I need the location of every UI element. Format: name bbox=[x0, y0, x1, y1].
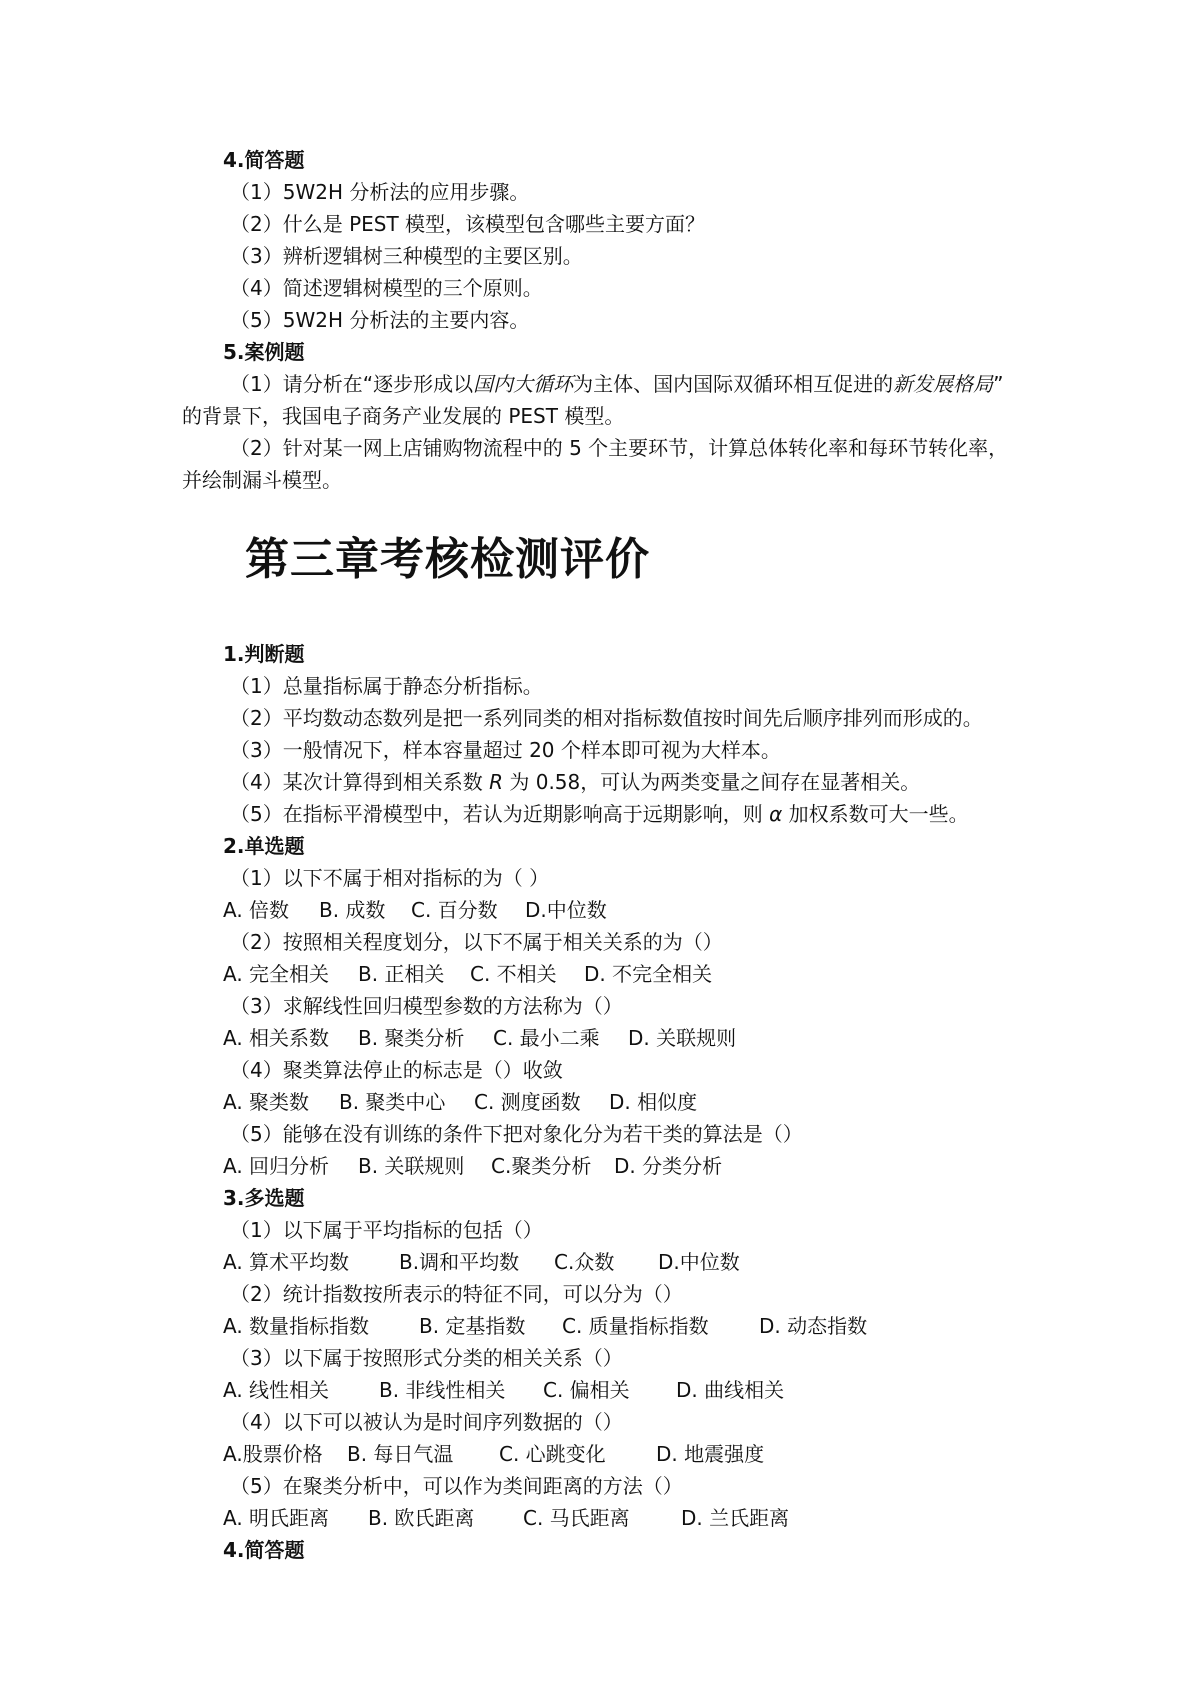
option: A. 线性相关 bbox=[223, 1378, 330, 1402]
option: A. 聚类数 bbox=[223, 1090, 310, 1114]
case-q1-pre: （1）请分析在“逐步形成以 bbox=[230, 372, 474, 396]
case-q1-line2: 的背景下，我国电子商务产业发展的 PEST 模型。 bbox=[182, 404, 625, 428]
option: C. 测度函数 bbox=[474, 1090, 581, 1114]
judge-item-3: （3）一般情况下，样本容量超过 20 个样本即可视为大样本。 bbox=[230, 738, 781, 762]
multi-q5: （5）在聚类分析中，可以作为类间距离的方法（） bbox=[230, 1474, 683, 1498]
option: C. 偏相关 bbox=[543, 1378, 630, 1402]
judge-heading: 1.判断题 bbox=[223, 642, 305, 666]
option: A. 相关系数 bbox=[223, 1026, 330, 1050]
case-q2-line2: 并绘制漏斗模型。 bbox=[182, 468, 342, 492]
option: B. 正相关 bbox=[358, 962, 445, 986]
option: D. 关联规则 bbox=[628, 1026, 737, 1050]
multi-q3-options bbox=[223, 1376, 784, 1404]
option: B.调和平均数 bbox=[399, 1250, 520, 1274]
case-q1-post: ” bbox=[993, 372, 1004, 396]
option: A. 数量指标指数 bbox=[223, 1314, 370, 1338]
option: B. 聚类分析 bbox=[358, 1026, 465, 1050]
multi-q4-options bbox=[223, 1440, 764, 1468]
short-answer-heading: 4.简答题 bbox=[223, 148, 305, 172]
single-q2-options bbox=[223, 960, 712, 988]
option: D. 相似度 bbox=[609, 1090, 698, 1114]
multi-q5-options bbox=[223, 1504, 789, 1532]
case-q1-line1 bbox=[230, 370, 1003, 398]
short-answer-item-5: （5）5W2H 分析法的主要内容。 bbox=[230, 308, 530, 332]
short-answer-item-1: （1）5W2H 分析法的应用步骤。 bbox=[230, 180, 530, 204]
single-q4-options bbox=[223, 1088, 697, 1116]
option: B. 定基指数 bbox=[419, 1314, 526, 1338]
single-q4: （4）聚类算法停止的标志是（）收敛 bbox=[230, 1058, 563, 1082]
case-q1-em2: 新发展格局 bbox=[893, 372, 994, 396]
judge-q4-post: 为 0.58，可认为两类变量之间存在显著相关。 bbox=[503, 770, 921, 794]
multi-q1: （1）以下属于平均指标的包括（） bbox=[230, 1218, 543, 1242]
case-q1-mid: 为主体、国内国际双循环相互促进的 bbox=[573, 372, 894, 396]
judge-item-2: （2）平均数动态数列是把一系列同类的相对指标数值按时间先后顺序排列而形成的。 bbox=[230, 706, 983, 730]
option: D. 分类分析 bbox=[614, 1154, 723, 1178]
option: C. 心跳变化 bbox=[499, 1442, 606, 1466]
single-q1: （1）以下不属于相对指标的为（ ） bbox=[230, 866, 550, 890]
multi-q3: （3）以下属于按照形式分类的相关关系（） bbox=[230, 1346, 623, 1370]
chapter-title: 第三章考核检测评价 bbox=[245, 534, 650, 585]
option: A. 明氏距离 bbox=[223, 1506, 330, 1530]
option: C.聚类分析 bbox=[491, 1154, 592, 1178]
option: B. 欧氏距离 bbox=[368, 1506, 475, 1530]
option: A.股票价格 bbox=[223, 1442, 323, 1466]
judge-item-5 bbox=[230, 800, 969, 828]
option: A. 算术平均数 bbox=[223, 1250, 350, 1274]
option: D. 不完全相关 bbox=[584, 962, 713, 986]
option: C. 质量指标指数 bbox=[562, 1314, 709, 1338]
multi-q2: （2）统计指数按所表示的特征不同，可以分为（） bbox=[230, 1282, 683, 1306]
short-answer-2-heading: 4.简答题 bbox=[223, 1538, 305, 1562]
option: A. 回归分析 bbox=[223, 1154, 330, 1178]
single-q1-options bbox=[223, 896, 607, 924]
option: B. 每日气温 bbox=[347, 1442, 454, 1466]
judge-q5-var: α bbox=[769, 802, 783, 826]
multi-q2-options bbox=[223, 1312, 867, 1340]
option: D.中位数 bbox=[658, 1250, 740, 1274]
option: D.中位数 bbox=[525, 898, 607, 922]
single-q2: （2）按照相关程度划分，以下不属于相关关系的为（） bbox=[230, 930, 723, 954]
option: C. 百分数 bbox=[411, 898, 498, 922]
single-heading: 2.单选题 bbox=[223, 834, 305, 858]
multi-q1-options bbox=[223, 1248, 740, 1276]
option: B. 聚类中心 bbox=[339, 1090, 446, 1114]
short-answer-item-2: （2）什么是 PEST 模型，该模型包含哪些主要方面？ bbox=[230, 212, 706, 236]
judge-q4-pre: （4）某次计算得到相关系数 bbox=[230, 770, 490, 794]
single-q5: （5）能够在没有训练的条件下把对象化分为若干类的算法是（） bbox=[230, 1122, 803, 1146]
case-q2-line1: （2）针对某一网上店铺购物流程中的 5 个主要环节，计算总体转化率和每环节转化率， bbox=[230, 436, 1009, 460]
multi-q4: （4）以下可以被认为是时间序列数据的（） bbox=[230, 1410, 623, 1434]
single-q3: （3）求解线性回归模型参数的方法称为（） bbox=[230, 994, 623, 1018]
short-answer-item-4: （4）简述逻辑树模型的三个原则。 bbox=[230, 276, 543, 300]
multi-heading: 3.多选题 bbox=[223, 1186, 305, 1210]
option: D. 曲线相关 bbox=[676, 1378, 785, 1402]
option: A. 倍数 bbox=[223, 898, 290, 922]
judge-q5-pre: （5）在指标平滑模型中，若认为近期影响高于远期影响，则 bbox=[230, 802, 770, 826]
judge-item-1: （1）总量指标属于静态分析指标。 bbox=[230, 674, 543, 698]
single-q5-options bbox=[223, 1152, 722, 1180]
option: B. 成数 bbox=[319, 898, 386, 922]
option: B. 关联规则 bbox=[358, 1154, 465, 1178]
judge-q5-post: 加权系数可大一些。 bbox=[782, 802, 969, 826]
option: C.众数 bbox=[554, 1250, 615, 1274]
option: C. 不相关 bbox=[470, 962, 557, 986]
short-answer-item-3: （3）辨析逻辑树三种模型的主要区别。 bbox=[230, 244, 583, 268]
judge-item-4 bbox=[230, 768, 920, 796]
option: D. 地震强度 bbox=[656, 1442, 765, 1466]
case-q1-em1: 国内大循环 bbox=[473, 372, 574, 396]
option: C. 最小二乘 bbox=[493, 1026, 600, 1050]
case-heading: 5.案例题 bbox=[223, 340, 305, 364]
option: C. 马氏距离 bbox=[523, 1506, 630, 1530]
option: D. 动态指数 bbox=[759, 1314, 868, 1338]
single-q3-options bbox=[223, 1024, 736, 1052]
judge-q4-var: R bbox=[489, 770, 503, 794]
option: D. 兰氏距离 bbox=[681, 1506, 790, 1530]
option: B. 非线性相关 bbox=[379, 1378, 506, 1402]
option: A. 完全相关 bbox=[223, 962, 330, 986]
